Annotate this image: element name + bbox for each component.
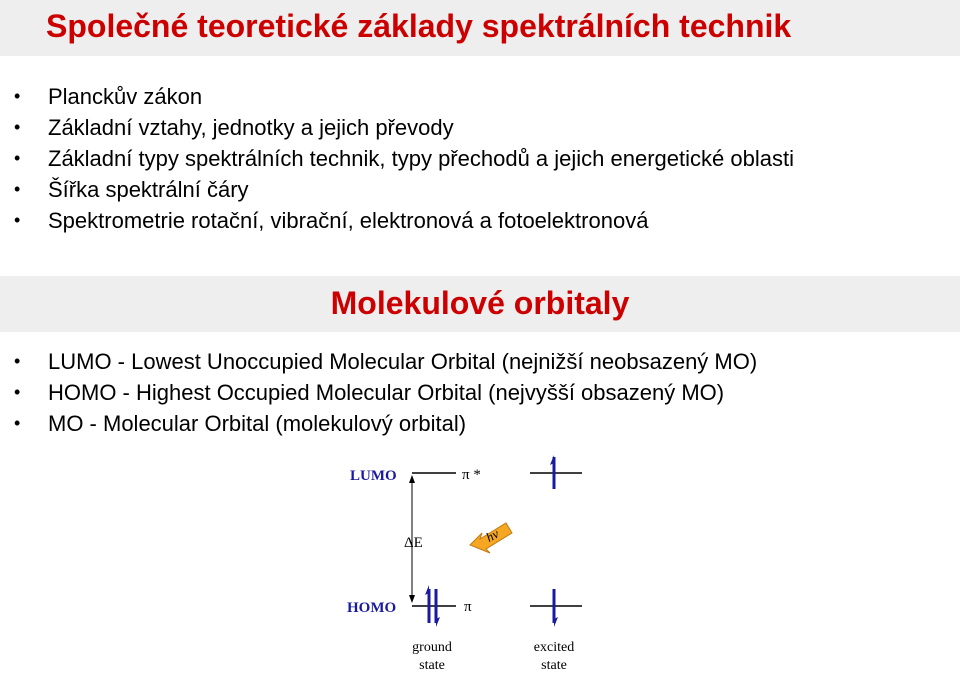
bullet-icon: •: [14, 86, 21, 106]
pi-star-label: π *: [462, 467, 481, 483]
delta-e-arrowhead-down: [409, 595, 415, 603]
list-item: [0, 205, 794, 236]
section-title: Molekulové orbitaly: [330, 285, 630, 321]
list-item-text: Základní vztahy, jednotky a jejich převody: [48, 115, 454, 140]
excited-state-label-1: excited: [533, 640, 575, 655]
delta-e-arrowhead-up: [409, 475, 415, 483]
orbital-diagram-svg: [344, 455, 590, 677]
orbital-list: [0, 346, 757, 439]
list-item: [0, 112, 794, 143]
delta-e-label: ΔE: [404, 535, 423, 551]
orbital-diagram: [344, 455, 590, 677]
hv-label: hν: [483, 525, 502, 545]
list-item-text: MO - Molecular Orbital (molekulový orbital): [48, 411, 467, 436]
lumo-label: LUMO: [350, 468, 397, 484]
homo-label: HOMO: [347, 600, 397, 616]
bullet-icon: •: [14, 413, 21, 433]
list-item: [0, 408, 757, 439]
list-item: [0, 143, 794, 174]
pi-label: π: [464, 599, 472, 615]
bullet-icon: •: [14, 210, 21, 230]
topic-list: [0, 81, 794, 236]
list-item: [0, 346, 757, 377]
list-item-text: HOMO - Highest Occupied Molecular Orbital (nejvyšší obsazený MO): [48, 380, 725, 405]
bullet-icon: •: [14, 382, 21, 402]
bullet-icon: •: [14, 117, 21, 137]
list-item-text: Spektrometrie rotační, vibrační, elektronová a fotoelektronová: [48, 208, 649, 233]
list-item: [0, 377, 757, 408]
list-item-text: LUMO - Lowest Unoccupied Molecular Orbital (nejnižší neobsazený MO): [48, 349, 758, 374]
list-item-text: Šířka spektrální čáry: [48, 177, 249, 202]
page-title: Společné teoretické základy spektrálních technik: [46, 8, 792, 44]
bullet-icon: •: [14, 148, 21, 168]
list-item-text: Základní typy spektrálních technik, typy přechodů a jejich energetické oblasti: [48, 146, 794, 171]
excited-state-label-2: state: [541, 658, 567, 673]
ground-state-label-2: state: [419, 658, 445, 673]
list-item: [0, 174, 794, 205]
list-item-text: Planckův zákon: [48, 84, 203, 109]
bullet-icon: •: [14, 351, 21, 371]
list-item: [0, 81, 794, 112]
ground-state-label-1: ground: [412, 640, 452, 655]
bullet-icon: •: [14, 179, 21, 199]
